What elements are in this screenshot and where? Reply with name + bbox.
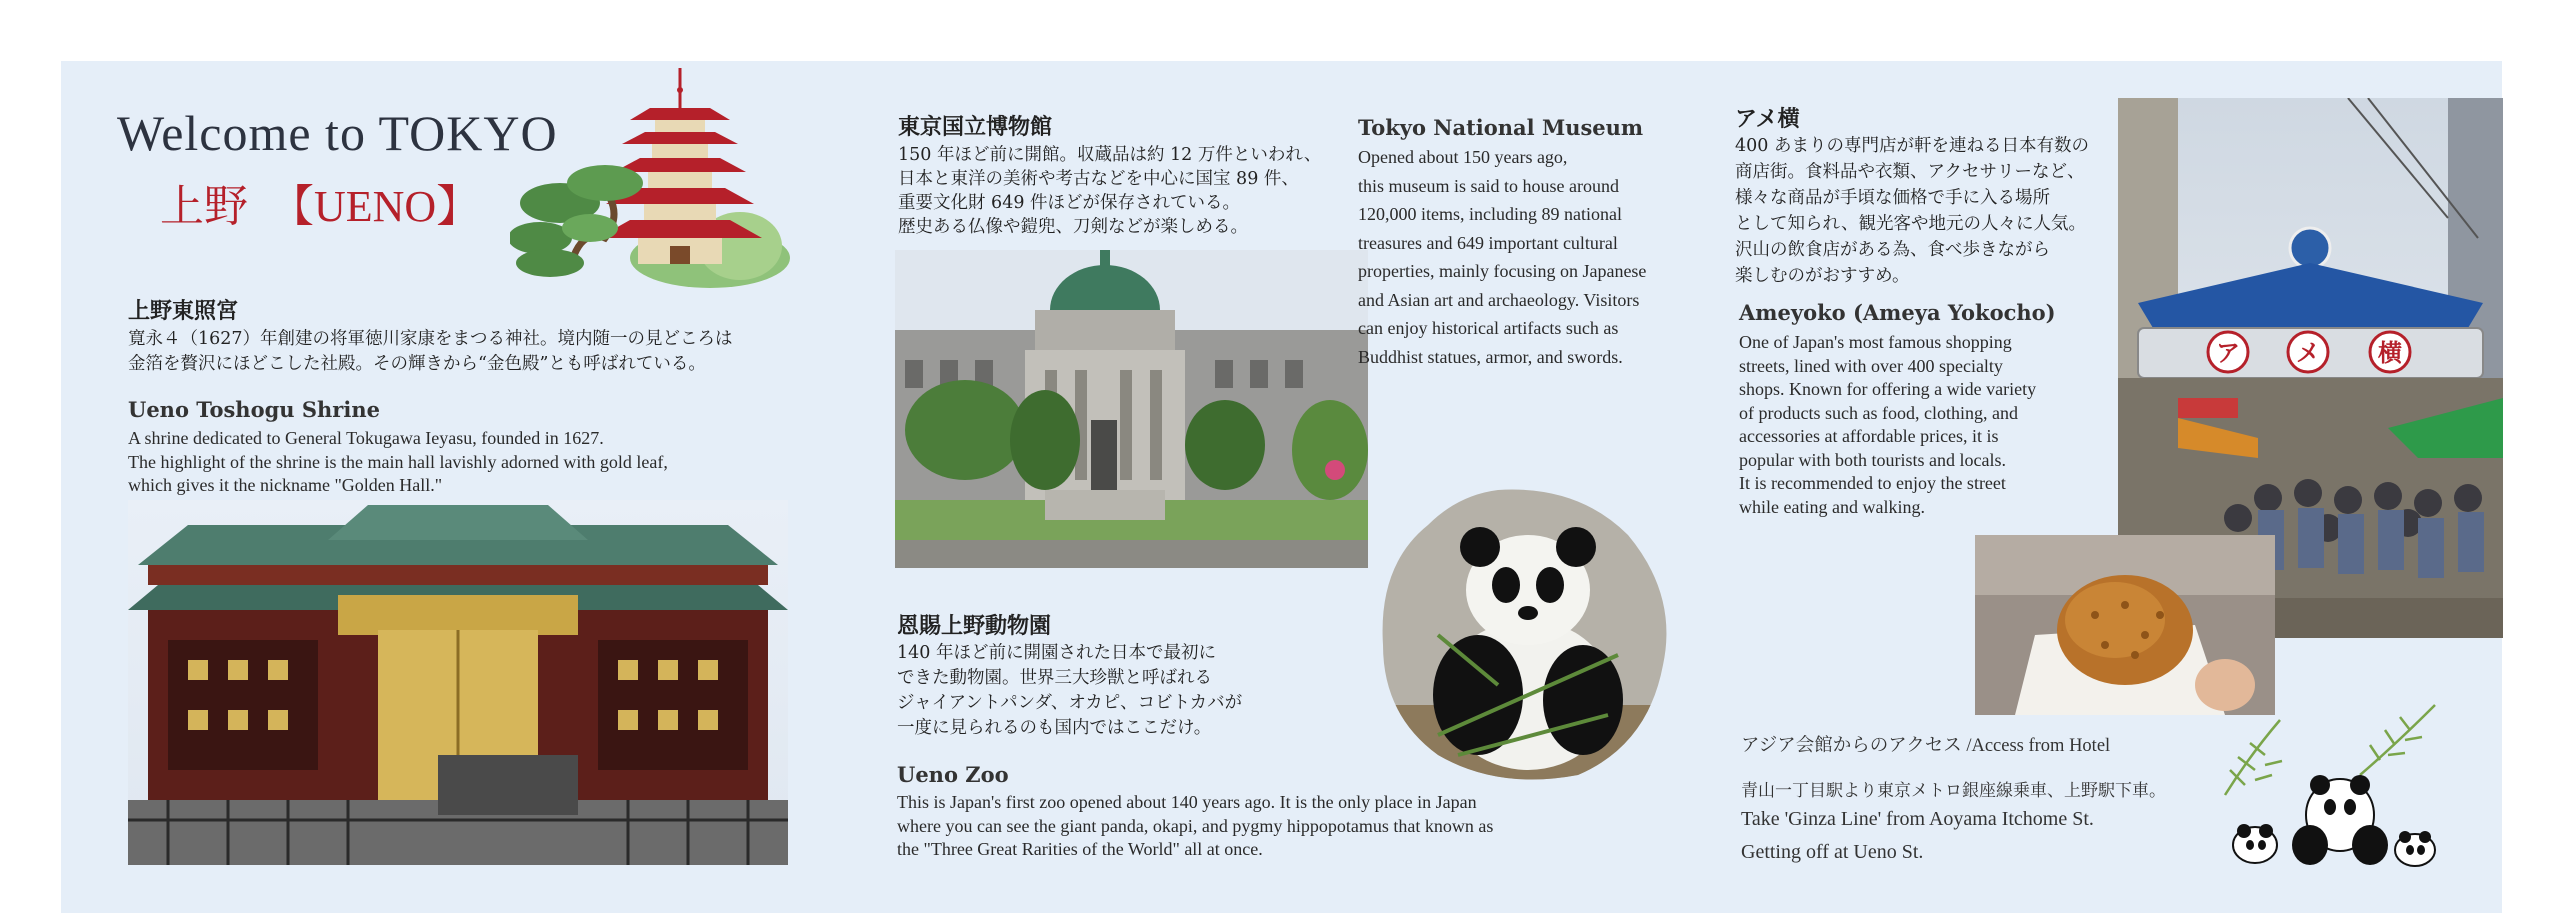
museum-body-ja-line: 重要文化財 649 件ほどが保存されている。	[898, 193, 1241, 213]
access-route-ja: 青山一丁目駅より東京メトロ銀座線乗車、上野駅下車。	[1741, 781, 2166, 801]
museum-body-ja-line: 歴史ある仏像や鎧兜、刀剣などが楽しめる。	[898, 217, 1248, 237]
museum-body-en-line: Opened about 150 years ago,	[1358, 147, 1568, 167]
panda-family-illustration	[2210, 695, 2460, 870]
zoo-body-ja-line: できた動物園。世界三大珍獣と呼ばれる	[897, 668, 1212, 688]
ameyoko-body-en-line: shops. Known for offering a wide variety	[1739, 379, 2037, 399]
ameyoko-body-ja-line: として知られ、観光客や地元の人々に人気。	[1735, 214, 2087, 234]
ameyoko-body-en-line: accessories at affordable prices, it is	[1739, 426, 1999, 446]
ameyoko-body-en-line: while eating and walking.	[1739, 496, 1925, 517]
ameyoko-body-en-line: It is recommended to enjoy the street	[1739, 473, 2006, 493]
museum-body-en-line: properties, mainly focusing on Japanese	[1358, 261, 1647, 281]
ameyoko-body-ja-line: 商店街。食料品や衣類、アクセサリーなど、	[1735, 162, 2085, 182]
zoo-body-en-line: This is Japan's first zoo opened about 140 years ago. It is the only place in Japan	[897, 792, 1477, 812]
museum-body-en-line: 120,000 items, including 89 national	[1358, 204, 1622, 224]
toshogu-body-ja-line: 金箔を贅沢にほどこした社殿。その輝きから“金色殿”とも呼ばれている。	[128, 354, 706, 374]
toshogu-body-ja-line: 寛永４（1627）年創建の将軍徳川家康をまつる神社。境内随一の見どころは	[128, 329, 733, 349]
ameyoko-body-ja-line: 楽しむのがおすすめ。	[1735, 266, 1910, 286]
ameyoko-title-ja: アメ横	[1735, 106, 1800, 132]
zoo-body-en-line: where you can see the giant panda, okapi, and pygmy hippopotamus that known as	[897, 815, 1494, 836]
museum-body-en-line: this museum is said to house around	[1358, 175, 1619, 196]
toshogu-shrine-photo	[128, 500, 788, 865]
zoo-body-ja	[897, 641, 1242, 741]
toshogu-title-en: Ueno Toshogu Shrine	[128, 397, 380, 422]
ameyoko-sign-char: ア	[2216, 339, 2240, 367]
toshogu-body-en	[128, 427, 668, 498]
toshogu-body-en-line: A shrine dedicated to General Tokugawa Ieyasu, founded in 1627.	[128, 428, 604, 448]
access-route-en-1: Take 'Ginza Line' from Aoyama Itchome St.	[1741, 808, 2094, 830]
toshogu-title-ja: 上野東照宮	[128, 298, 239, 324]
ameyoko-body-ja	[1735, 133, 2089, 289]
museum-body-ja	[898, 143, 1321, 239]
access-heading: アジア会館からのアクセス /Access from Hotel	[1741, 736, 2111, 756]
zoo-title-en: Ueno Zoo	[897, 762, 1009, 787]
museum-body-en	[1358, 143, 1646, 371]
zoo-body-en-line: the "Three Great Rarities of the World" all at once.	[897, 839, 1263, 859]
toshogu-body-ja	[128, 327, 733, 377]
museum-body-en-line: treasures and 649 important cultural	[1358, 232, 1618, 253]
museum-photo	[895, 250, 1368, 568]
toshogu-body-en-line: The highlight of the shrine is the main hall lavishly adorned with gold leaf,	[128, 451, 668, 472]
pagoda-illustration	[510, 68, 800, 290]
ameyoko-body-en-line: popular with both tourists and locals.	[1739, 449, 2006, 470]
museum-title-ja: 東京国立博物館	[898, 114, 1053, 140]
ameyoko-body-en-line: streets, lined with over 400 specialty	[1739, 355, 2003, 376]
ameyoko-body-ja-line: 400 あまりの専門店が軒を連ねる日本有数の	[1735, 136, 2089, 156]
ameyoko-body-ja-line: 沢山の飲食店がある為、食べ歩きながら	[1735, 240, 2050, 260]
ameyoko-body-en-line: One of Japan's most famous shopping	[1739, 332, 2012, 352]
toshogu-body-en-line: which gives it the nickname "Golden Hall."	[128, 475, 443, 495]
page-subtitle: 上野 【UENO】	[160, 182, 481, 231]
ameyoko-body-ja-line: 様々な商品が手頃な価格で手に入る場所	[1735, 188, 2050, 208]
museum-body-en-line: and Asian art and archaeology. Visitors	[1358, 289, 1640, 310]
panda-photo	[1378, 485, 1676, 783]
zoo-body-ja-line: 140 年ほど前に開園された日本で最初に	[897, 643, 1216, 663]
museum-title-en: Tokyo National Museum	[1358, 115, 1644, 140]
zoo-body-en	[897, 791, 1493, 862]
ameyoko-sign-char: メ	[2296, 339, 2320, 367]
croquette-photo	[1975, 535, 2275, 715]
museum-body-en-line: Buddhist statues, armor, and swords.	[1358, 346, 1623, 367]
ameyoko-title-en: Ameyoko (Ameya Yokocho)	[1739, 300, 2056, 325]
zoo-body-ja-line: 一度に見られるのも国内ではここだけ。	[897, 718, 1212, 738]
ameyoko-sign-char: 横	[2378, 339, 2402, 367]
page-title: Welcome to TOKYO	[117, 105, 558, 161]
zoo-body-ja-line: ジャイアントパンダ、オカピ、コビトカバが	[897, 693, 1243, 713]
museum-body-en-line: can enjoy historical artifacts such as	[1358, 318, 1619, 338]
ameyoko-body-en-line: of products such as food, clothing, and	[1739, 402, 2018, 423]
access-route-en-2: Getting off at Ueno St.	[1741, 841, 1924, 863]
zoo-title-ja: 恩賜上野動物園	[897, 613, 1052, 639]
ameyoko-body-en	[1739, 331, 2036, 519]
museum-body-ja-line: 150 年ほど前に開館。収蔵品は約 12 万件といわれ、	[898, 145, 1322, 165]
museum-body-ja-line: 日本と東洋の美術や考古などを中心に国宝 89 件、	[898, 169, 1299, 189]
